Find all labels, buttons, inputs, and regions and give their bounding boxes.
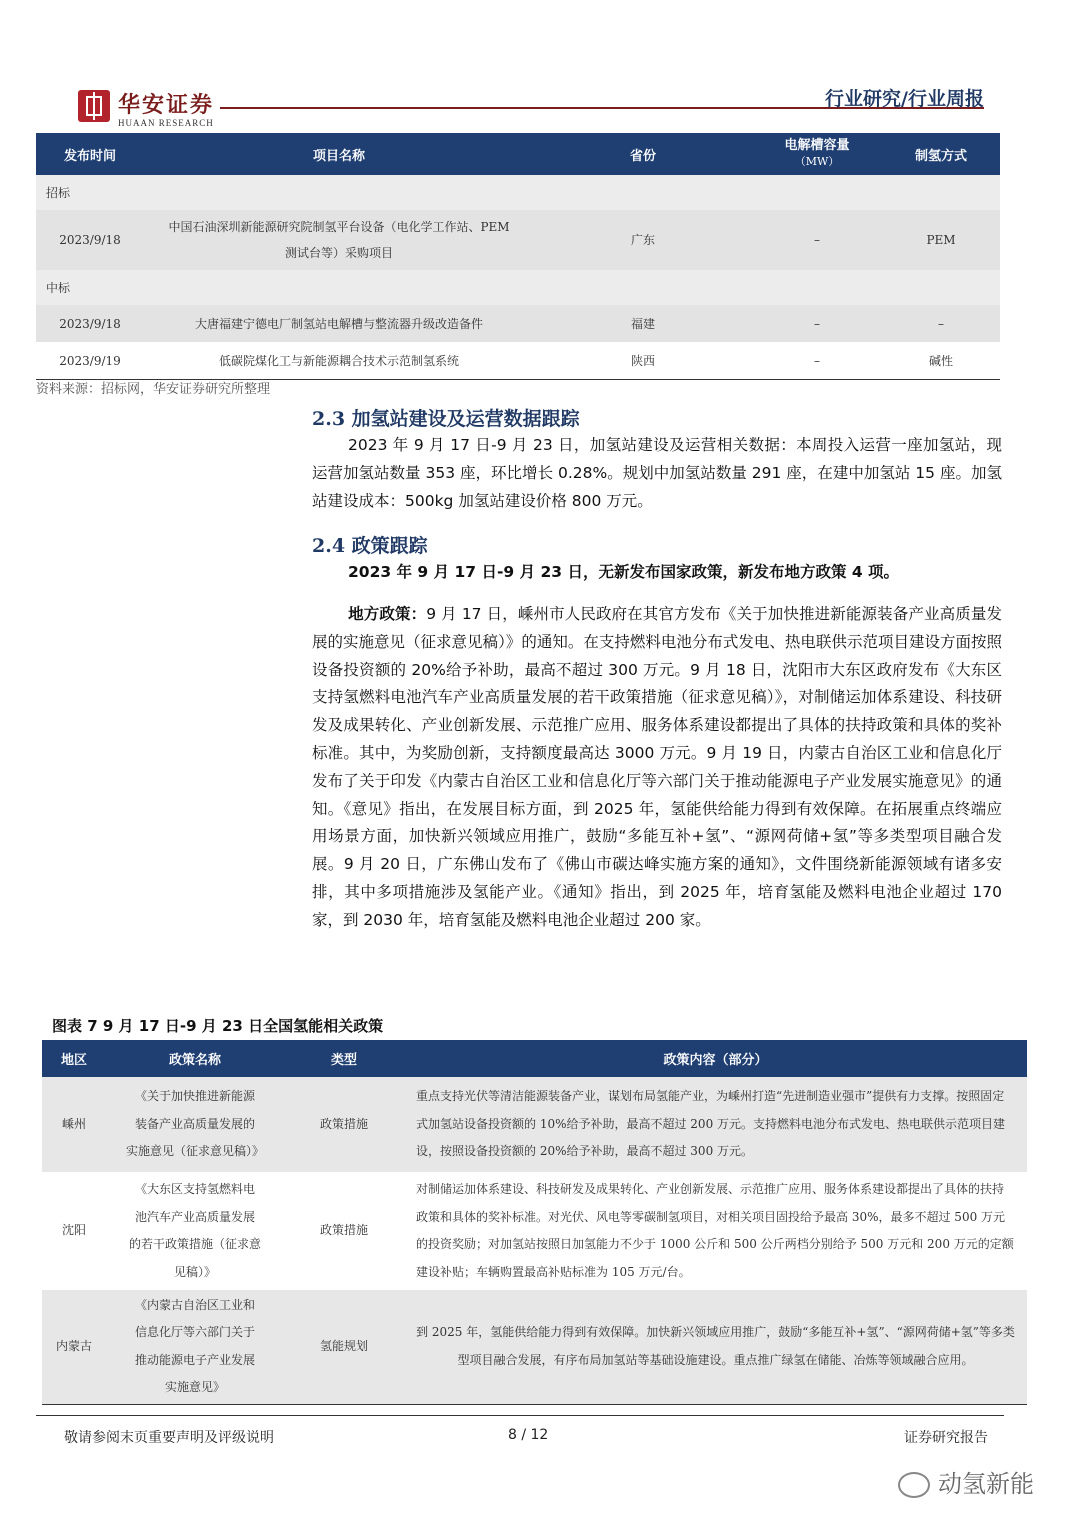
col-date: 发布时间 [36,133,144,175]
table-row [36,305,1000,342]
footer-report-type: 证券研究报告 [904,1430,988,1446]
col-policy-name: 政策名称 [106,1040,284,1077]
col-type: 类型 [284,1040,404,1077]
cell-method: 碱性 [882,342,1000,380]
source-note: 资料来源：招标网，华安证券研究所整理 [36,382,271,397]
cell-policy-name: 《关于加快推进新能源 装备产业高质量发展的 实施意见（征求意见稿）》 [106,1077,284,1172]
cell-policy-name: 《大东区支持氢燃料电 池汽车产业高质量发展 的若干政策措施（征求意 见稿）》 [106,1172,284,1290]
group-row-award: 中标 [36,270,1000,305]
brand-name-cn: 华安证券 [118,92,215,118]
cell-date: 2023/9/19 [36,342,144,380]
col-content: 政策内容（部分） [404,1040,1027,1077]
cell-capacity: – [752,305,882,342]
cell-project: 中国石油深圳新能源研究院制氢平台设备（电化学工作站、PEM 测试台等）采购项目 [144,210,534,270]
tender-table [36,133,1000,380]
footer-disclaimer: 敬请参阅末页重要声明及评级说明 [64,1430,274,1446]
col-capacity: 电解槽容量 （MW） [752,133,882,175]
table-row [42,1077,1027,1172]
cell-project: 低碳院煤化工与新能源耦合技术示范制氢系统 [144,342,534,380]
cell-type: 政策措施 [284,1077,404,1172]
table-row [42,1172,1027,1290]
cell-province: 广东 [534,210,752,270]
cell-content: 到 2025 年，氢能供给能力得到有效保障。加快新兴领域应用推广，鼓励“多能互补+氢”、“源网荷储+氢”等多类型项目融合发展，有序布局加氢站等基础设施建设。重点推广绿氢在储能、冶炼等领域融合应用。 [404,1290,1027,1404]
col-project: 项目名称 [144,133,534,175]
cell-province: 福建 [534,305,752,342]
section-title-2-3: 2.3 加氢站建设及运营数据跟踪 [312,408,580,430]
table-header-row [42,1040,1027,1077]
page-number: 8 / 12 [508,1427,549,1443]
cell-province: 陕西 [534,342,752,380]
cell-content: 对制储运加体系建设、科技研发及成果转化、产业创新发展、示范推广应用、服务体系建设都提出了具体的扶持政策和具体的奖补标准。对光伏、风电等零碳制氢项目，对相关项目固投给予最高 30%，最多不超过 500 万元的投资奖励；对加氢站按照日加氢能力不少于 1000 公斤和 500 公斤两档分别给予 500 万元和 200 万元的定额建设补贴；车辆购置最高补贴标准为 105 万元/台。 [404,1172,1027,1290]
cell-type: 氢能规划 [284,1290,404,1404]
table-row [36,210,1000,270]
cell-project: 大唐福建宁德电厂制氢站电解槽与整流器升级改造备件 [144,305,534,342]
figure-caption: 图表 7 9 月 17 日-9 月 23 日全国氢能相关政策 [52,1017,384,1035]
col-province: 省份 [534,133,752,175]
cell-policy-name: 《内蒙古自治区工业和 信息化厅等六部门关于 推动能源电子产业发展 实施意见》 [106,1290,284,1404]
cell-capacity: – [752,342,882,380]
col-method: 制氢方式 [882,133,1000,175]
table-header-row [36,133,1000,175]
cell-method: PEM [882,210,1000,270]
section-title-2-4: 2.4 政策跟踪 [312,535,428,557]
cell-capacity: – [752,210,882,270]
policy-summary: 2023 年 9 月 17 日-9 月 23 日，无新发布国家政策，新发布地方政策 4 项。 [348,563,900,581]
brand-name-en: HUAAN RESEARCH [118,118,214,128]
cell-type: 政策措施 [284,1172,404,1290]
watermark: 动氢新能 [898,1464,1034,1499]
cell-content: 重点支持光伏等清洁能源装备产业，谋划布局氢能产业，为嵊州打造“先进制造业强市”提供有力支撑。按照固定式加氢站设备投资额的 10%给予补助，最高不超过 200 万元。支持燃料电池分布式发电、热电联供示范项目建设，按照设备投资额的 20%给予补助，最高不超过 300 万元。 [404,1077,1027,1172]
cell-date: 2023/9/18 [36,305,144,342]
cell-region: 内蒙古 [42,1290,106,1404]
cell-date: 2023/9/18 [36,210,144,270]
section-2-3-body: 2023 年 9 月 17 日-9 月 23 日，加氢站建设及运营相关数据：本周投入运营一座加氢站，现运营加氢站数量 353 座，环比增长 0.28%。规划中加氢站数量 291 座，在建中加氢站 15 座。加氢站建设成本：500kg 加氢站建设价格 800 万元。 [312,436,1002,510]
table-row [42,1290,1027,1404]
cell-region: 嵊州 [42,1077,106,1172]
policy-table [42,1040,1027,1405]
report-category: 行业研究/行业周报 [825,88,984,110]
section-2-4-body: 地方政策：9 月 17 日，嵊州市人民政府在其官方发布《关于加快推进新能源装备产业高质量发展的实施意见（征求意见稿）》的通知。在支持燃料电池分布式发电、热电联供示范项目建设方面按照设备投资额的 20%给予补助，最高不超过 300 万元。9 月 18 日，沈阳市大东区政府发布《大东区支持氢燃料电池汽车产业高质量发展的若干政策措施（征求意见稿）》，对制储运加体系建设、科技研发及成果转化、产业创新发展、示范推广应用、服务体系建设都提出了具体的扶持政策和具体的奖补标准。其中，为奖励创新，支持额度最高达 3000 万元。9 月 19 日，内蒙古自治区工业和信息化厅发布了关于印发《内蒙古自治区工业和信息化厅等六部门关于推动能源电子产业发展实施意见》的通知。《意见》指出，在发展目标方面，到 2025 年，氢能供给能力得到有效保障。在拓展重点终端应用场景方面，加快新兴领域应用推广，鼓励“多能互补+氢”、“源网荷储+氢”等多类型项目融合发展。9 月 20 日，广东佛山发布了《佛山市碳达峰实施方案的通知》，文件围绕新能源领域有诸多安排，其中多项措施涉及氢能产业。《通知》指出，到 2025 年，培育氢能及燃料电池企业超过 170 家，到 2030 年，培育氢能及燃料电池企业超过 200 家。 [312,605,1002,929]
cell-region: 沈阳 [42,1172,106,1290]
footer-rule [36,1415,1004,1416]
col-region: 地区 [42,1040,106,1077]
group-row-tender: 招标 [36,175,1000,210]
cell-method: – [882,305,1000,342]
table-row [36,342,1000,380]
company-logo [78,90,110,122]
wechat-icon [898,1472,930,1498]
